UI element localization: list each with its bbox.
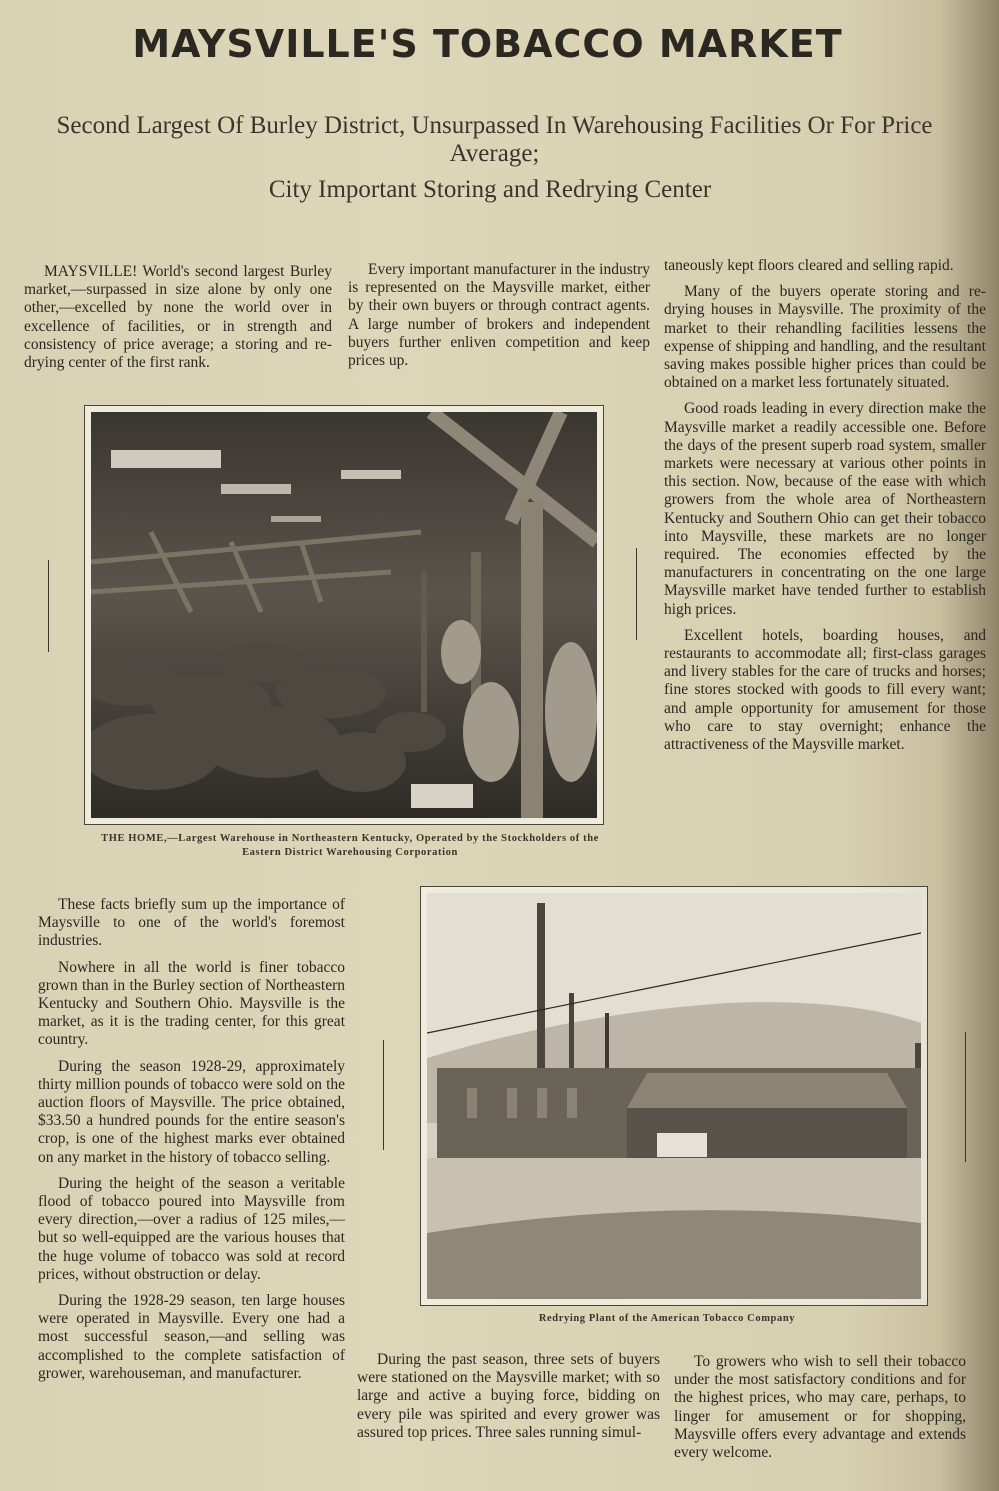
paragraph: During the season 1928-29, approximately thirty million pounds of tobacco were sold on the auction floors of Maysville. The price obtained, $33.50 a hundred pounds for the entire season's crop, is one of the highest marks ever obtained on any market in the history of tobacco selling. <box>38 1057 345 1166</box>
redrying-plant-caption: Redrying Plant of the American Tobacco Company <box>538 1313 796 1324</box>
paragraph: During the 1928-29 season, ten large houses were operated in Maysville. Every one had a most successful season,—and selling was accomplished to the complete satisfaction of grower, warehouseman, and manufacturer. <box>38 1292 345 1382</box>
column-rule <box>636 548 637 640</box>
page-title: MAYSVILLE'S TOBACCO MARKET <box>132 22 843 66</box>
column-rule <box>965 1032 966 1162</box>
redrying-plant-photo-image <box>427 893 921 1299</box>
paragraph: These facts briefly sum up the importance of Maysville to one of the world's foremost industries. <box>38 896 345 950</box>
paragraph: Every important manufacturer in the industry is represented on the Maysville market, either by their own buyers or through contract agents. A large number of brokers and independent buyers further enliven competition and keep prices up. <box>348 261 650 370</box>
warehouse-photo <box>84 405 604 825</box>
column-3-bottom <box>674 1353 966 1470</box>
paragraph: During the past season, three sets of buyers were stationed on the Maysville market; with so large and active a buying force, bidding on every pile was spirited and every grower was assured top prices. Three sales running simul- <box>357 1351 660 1441</box>
column-1-top <box>24 263 332 380</box>
paragraph: Excellent hotels, boarding houses, and restaurants to accommodate all; first-class garages and livery stables for the care of trucks and horses; fine stores stocked with goods to fill every want; and ample opportunity for amusement for those who care to stay overnight; enhance the attractiveness of the Maysville market. <box>664 626 986 754</box>
column-rule <box>48 560 49 652</box>
column-3 <box>664 257 986 762</box>
paragraph: During the height of the season a veritable flood of tobacco poured into Maysville from every direction,—over a radius of 125 miles,—but so well-equipped are the various houses that the huge volume of tobacco was sold at record prices, without obstruction or delay. <box>38 1174 345 1283</box>
warehouse-photo-caption: THE HOME,—Largest Warehouse in Northeastern Kentucky, Operated by the Stockholders of the Eastern District Warehousing Corporation <box>101 833 599 858</box>
column-2-top <box>348 261 650 378</box>
paragraph: MAYSVILLE! World's second largest Burley market,—surpassed in size alone by only one other,—excelled by none the world over in excellence of facilities, or in strength and consistency of price average; a storing and re-drying center of the first rank. <box>24 263 332 372</box>
column-1-bottom <box>38 896 345 1391</box>
redrying-plant-photo <box>420 886 928 1306</box>
warehouse-photo-image <box>91 412 597 818</box>
paragraph: Nowhere in all the world is finer tobacco grown than in the Burley section of Northeastern Kentucky and Southern Ohio. Maysville is the market, as it is the trading center, for this great country. <box>38 958 345 1049</box>
subtitle-line-1: Second Largest Of Burley District, Unsurpassed In Warehousing Facilities Or For Price Average; <box>56 112 933 167</box>
paragraph: To growers who wish to sell their tobacco under the most satisfactory conditions and for the highest prices, who may care, perhaps, to linger for amusement or for shopping, Maysville offers every advantage and extends every welcome. <box>674 1353 966 1462</box>
column-rule <box>383 1040 384 1150</box>
paragraph: taneously kept floors cleared and selling rapid. <box>664 257 954 274</box>
subtitle-line-2: City Important Storing and Redrying Center <box>268 176 712 203</box>
paragraph: Many of the buyers operate storing and re-drying houses in Maysville. The proximity of the market to their rehandling facilities lessens the expense of shipping and handling, and the resultant saving makes possible higher prices than could be obtained on a market less fortunately situated. <box>664 283 986 392</box>
paragraph: Good roads leading in every direction make the Maysville market a readily accessible one. Before the days of the present superb road system, smaller markets were necessary at various other points in this section. Now, because of the ease with which growers from the whole area of Northeastern Kentucky and Southern Ohio can get their tobacco into Maysville, these markets are no longer required. The economies effected by the manufacturers in concentrating on the one large Maysville market have tended further to establish high prices. <box>664 400 986 618</box>
column-2-bottom <box>357 1351 660 1450</box>
